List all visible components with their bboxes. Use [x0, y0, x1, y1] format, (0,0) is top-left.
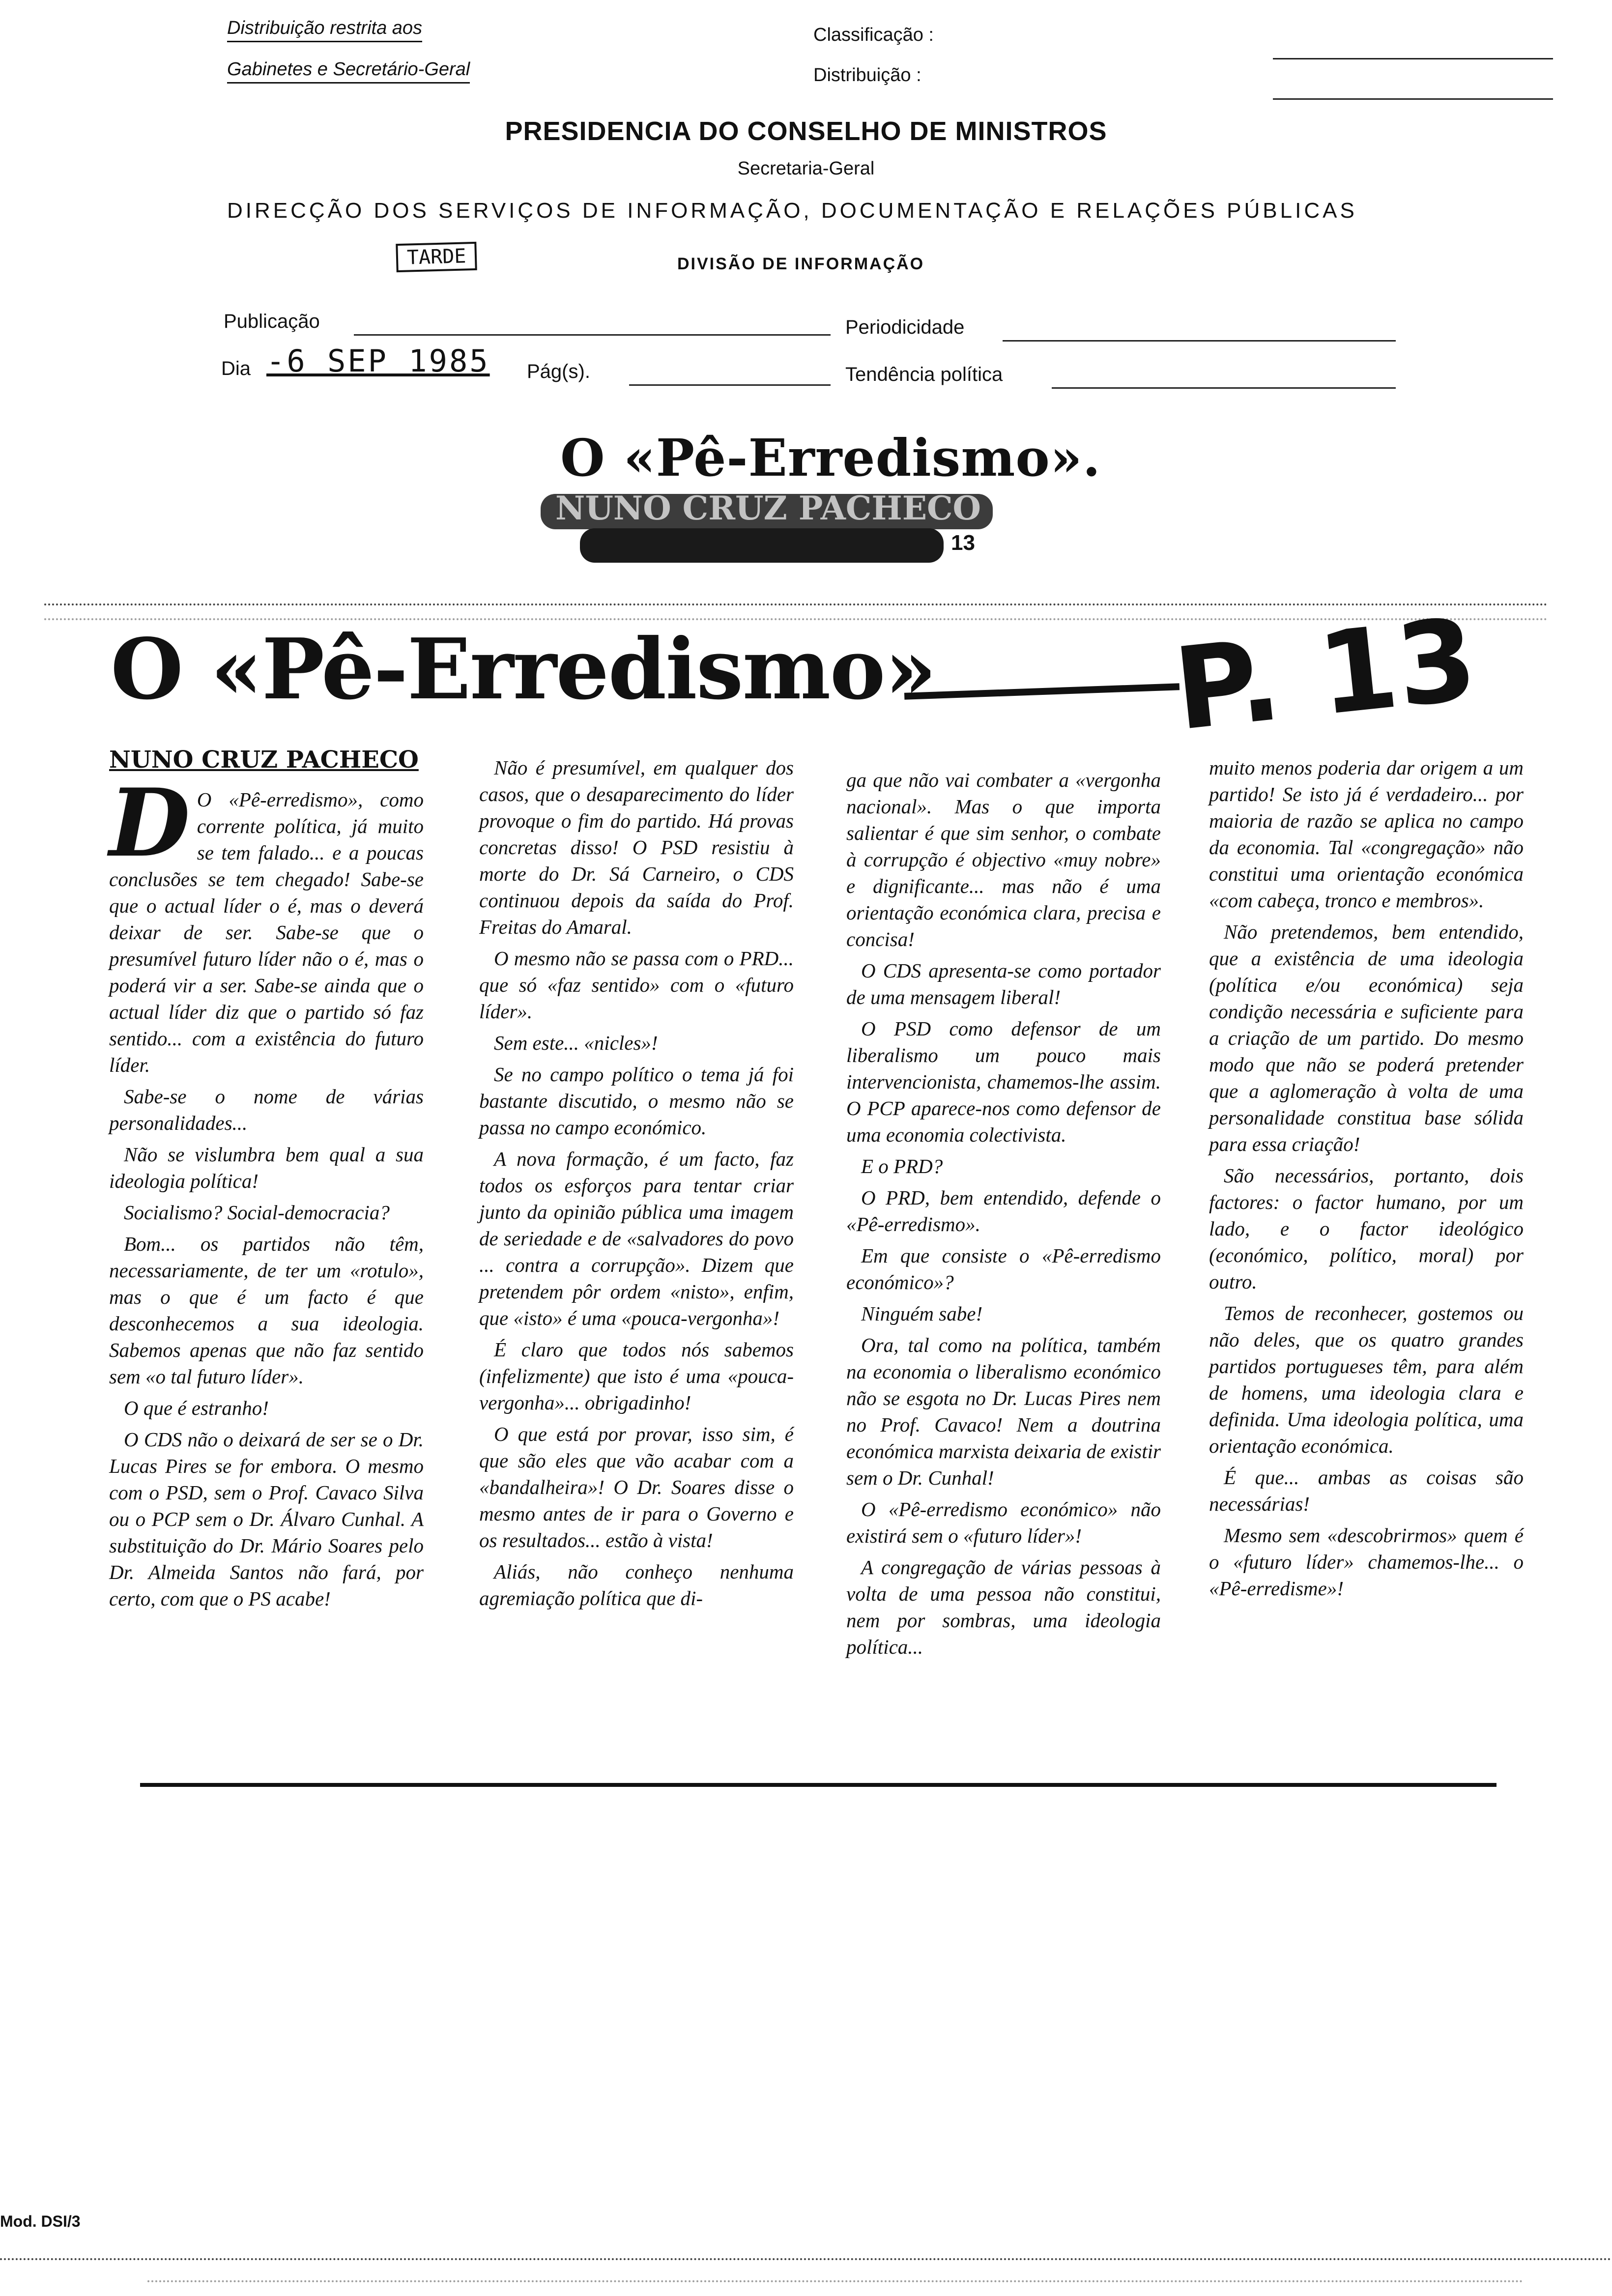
edition-stamp: TARDE: [396, 242, 477, 272]
paragraph: Não é presumível, em qualquer dos casos, que o desaparecimento do líder provoque o fim do partido. Há provas concretas disso! O PSD resistiu à morte do Dr. Sá Carneiro, o CDS continuou depois da saída do Prof. Freitas do Amaral.: [479, 756, 794, 938]
form-code: Mod. DSI/3: [0, 2212, 81, 2230]
clipping-blot: [580, 528, 944, 563]
directorate: DIRECÇÃO DOS SERVIÇOS DE INFORMAÇÃO, DOCUMENTAÇÃO E RELAÇÕES PÚBLICAS: [227, 199, 1357, 223]
clipping-page: 13: [951, 531, 975, 555]
ministry-title: PRESIDENCIA DO CONSELHO DE MINISTROS: [505, 116, 1107, 146]
paragraph: O CDS não o deixará de ser se o Dr. Lucas Pires se for embora. O mesmo com o PSD, sem o Prof. Cavaco Silva ou o PCP sem o Dr. Álvaro Cunhal. A substituição do Dr. Mário Soares pelo Dr. Almeida Santos não fará, por certo, com que o PS acabe!: [109, 1428, 424, 1610]
periodicity-line: [1003, 340, 1396, 342]
date-stamp: -6 SEP 1985: [266, 343, 490, 379]
paragraph: Bom... os partidos não têm, necessariamente, de ter um «rotulo», mas o que é um facto é que desconhecemos a sua ideologia. Sabemos apenas que não faz sentido sem «o tal futuro líder».: [109, 1233, 424, 1388]
paragraph: O «Pê-erredismo económico» não existirá sem o «futuro líder»!: [846, 1498, 1161, 1547]
classification-line: [1273, 58, 1553, 59]
paragraph: Ora, tal como na política, também na economia o liberalismo económico não se esgota no Dr. Lucas Pires nem no Prof. Cavaco! Nem a doutrina económica marxista deixaria de existir sem o Dr. Cunhal!: [846, 1334, 1161, 1489]
paragraph: O mesmo não se passa com o PRD... que só «faz sentido» com o «futuro líder».: [479, 947, 794, 1023]
pen-stroke: [904, 683, 1180, 700]
article-title: O «Pê-Erredismo»: [111, 620, 936, 718]
distribution-line-2: Gabinetes e Secretário-Geral: [227, 59, 470, 84]
distribution-label: Distribuição :: [813, 65, 921, 86]
paragraph: São necessários, portanto, dois factores: o factor humano, por um lado, e o factor ideológico (económico, político, moral) por outro.: [1209, 1164, 1524, 1293]
handwritten-page-number: P. 13: [1168, 594, 1483, 756]
paragraph: A congregação de várias pessoas à volta de uma pessoa não constitui, nem por sombras, uma ideologia política...: [846, 1556, 1161, 1658]
paragraph: O que é estranho!: [124, 1397, 269, 1419]
paragraph: É claro que todos nós sabemos (infelizmente) que isto é uma «pouca-vergonha»... obrigadinho!: [479, 1338, 794, 1414]
drop-cap: D: [109, 768, 190, 878]
paragraph: Não se vislumbra bem qual a sua ideologia política!: [109, 1143, 424, 1192]
distribution-note: [227, 18, 422, 42]
publication-line: [354, 334, 831, 336]
paragraph: Se no campo político o tema já foi bastante discutido, o mesmo não se passa no campo económico.: [479, 1063, 794, 1139]
article-bottom-rule: [140, 1783, 1497, 1787]
paragraph: Mesmo sem «descobrirmos» quem é o «futuro líder» chamemos-lhe... o «Pê-erredisme»!: [1209, 1524, 1524, 1600]
paragraph: E o PRD?: [861, 1155, 943, 1177]
tendency-label: Tendência política: [845, 364, 1003, 385]
clipping-edge: [44, 603, 1548, 605]
scan-edge-2: [147, 2280, 1524, 2282]
scan-edge: [0, 2258, 1612, 2260]
clipping-author: NUNO CRUZ PACHECO: [555, 489, 981, 527]
tendency-line: [1052, 387, 1396, 389]
distribution-note-2: [227, 59, 470, 84]
paragraph: O CDS apresenta-se como portador de uma mensagem liberal!: [846, 959, 1161, 1008]
paragraph: Em que consiste o «Pê-erredismo económico»?: [846, 1244, 1161, 1293]
article-byline: NUNO CRUZ PACHECO: [109, 746, 419, 774]
article-column-2: [479, 754, 794, 1616]
paragraph: O PRD, bem entendido, defende o «Pê-erredismo».: [846, 1186, 1161, 1235]
distribution-line-1: Distribuição restrita aos: [227, 18, 422, 42]
article-column-3: [846, 767, 1161, 1665]
paragraph: O «Pê-erredismo», como corrente política, já muito se tem falado... e a poucas conclusões se tem chegado! Sabe-se que o actual líder o é, mas o deverá deixar de ser. Sabe-se que o presumível futuro líder não o é, mas o poderá vir a ser. Sabe-se ainda que o actual líder diz que o partido só faz sentido... com a existência do futuro líder.: [109, 788, 424, 1076]
article-column-4: [1209, 754, 1524, 1607]
clipping-title: O «Pê-Erredismo».: [560, 428, 1101, 488]
paragraph: Sem este... «nicles»!: [494, 1032, 658, 1054]
publication-label: Publicação: [224, 311, 320, 332]
classification-label: Classificação :: [813, 25, 934, 45]
paragraph: É que... ambas as coisas são necessárias!: [1209, 1466, 1524, 1515]
paragraph: ga que não vai combater a «vergonha nacional». Mas o que importa salientar é que sim senhor, o combate à corrupção é objectivo «muy nobre» e dignificante... mas não é uma orientação económica clara, precisa e concisa!: [846, 769, 1161, 950]
distribution-line: [1273, 98, 1553, 100]
paragraph: Socialismo? Social-democracia?: [124, 1201, 390, 1224]
paragraph: muito menos poderia dar origem a um partido! Se isto já é verdadeiro... por maioria de razão se aplica no campo da economia. Tal «congregação» não constitui uma orientação económica «com cabeça, tronco e membros».: [1209, 756, 1524, 912]
day-label: Dia: [221, 358, 251, 379]
paragraph: A nova formação, é um facto, faz todos os esforços para tentar criar junto da opinião pública uma imagem de seriedade e de «salvadores do povo ... contra a corrupção». Dizem que pretendem pôr ordem «nisto», enfim, que «isto» é uma «pouca-vergonha»!: [479, 1148, 794, 1329]
article-column-1: [109, 768, 424, 1617]
paragraph: O que está por provar, isso sim, é que são eles que vão acabar com a «bandalheira»! O Dr. Soares disse o mesmo antes de ir para o Governo e os resultados... estão à vista!: [479, 1423, 794, 1551]
paragraph: Temos de reconhecer, gostemos ou não deles, que os quatro grandes partidos portugueses têm, para além de homens, uma ideologia clara e definida. Uma ideologia política, uma orientação económica.: [1209, 1302, 1524, 1457]
paragraph: Ninguém sabe!: [861, 1302, 983, 1325]
pages-label: Pág(s).: [527, 361, 590, 382]
pages-line: [629, 384, 831, 386]
paragraph: Aliás, não conheço nenhuma agremiação política que di-: [479, 1560, 794, 1609]
secretariat: Secretaria-Geral: [737, 158, 875, 179]
paragraph: O PSD como defensor de um liberalismo um pouco mais intervencionista, chamemos-lhe assim. O PCP aparece-nos como defensor de uma economia colectivista.: [846, 1017, 1161, 1146]
periodicity-label: Periodicidade: [845, 316, 965, 338]
division: DIVISÃO DE INFORMAÇÃO: [677, 255, 925, 273]
paragraph: Sabe-se o nome de várias personalidades...: [109, 1085, 424, 1134]
paragraph: Não pretendemos, bem entendido, que a existência de uma ideologia (política e/ou económica) seja condição necessária e suficiente para a criação de um partido. Do mesmo modo que não se poderá pretender que a aglomeração à volta de uma personalidade constitua base sólida para essa criação!: [1209, 920, 1524, 1155]
